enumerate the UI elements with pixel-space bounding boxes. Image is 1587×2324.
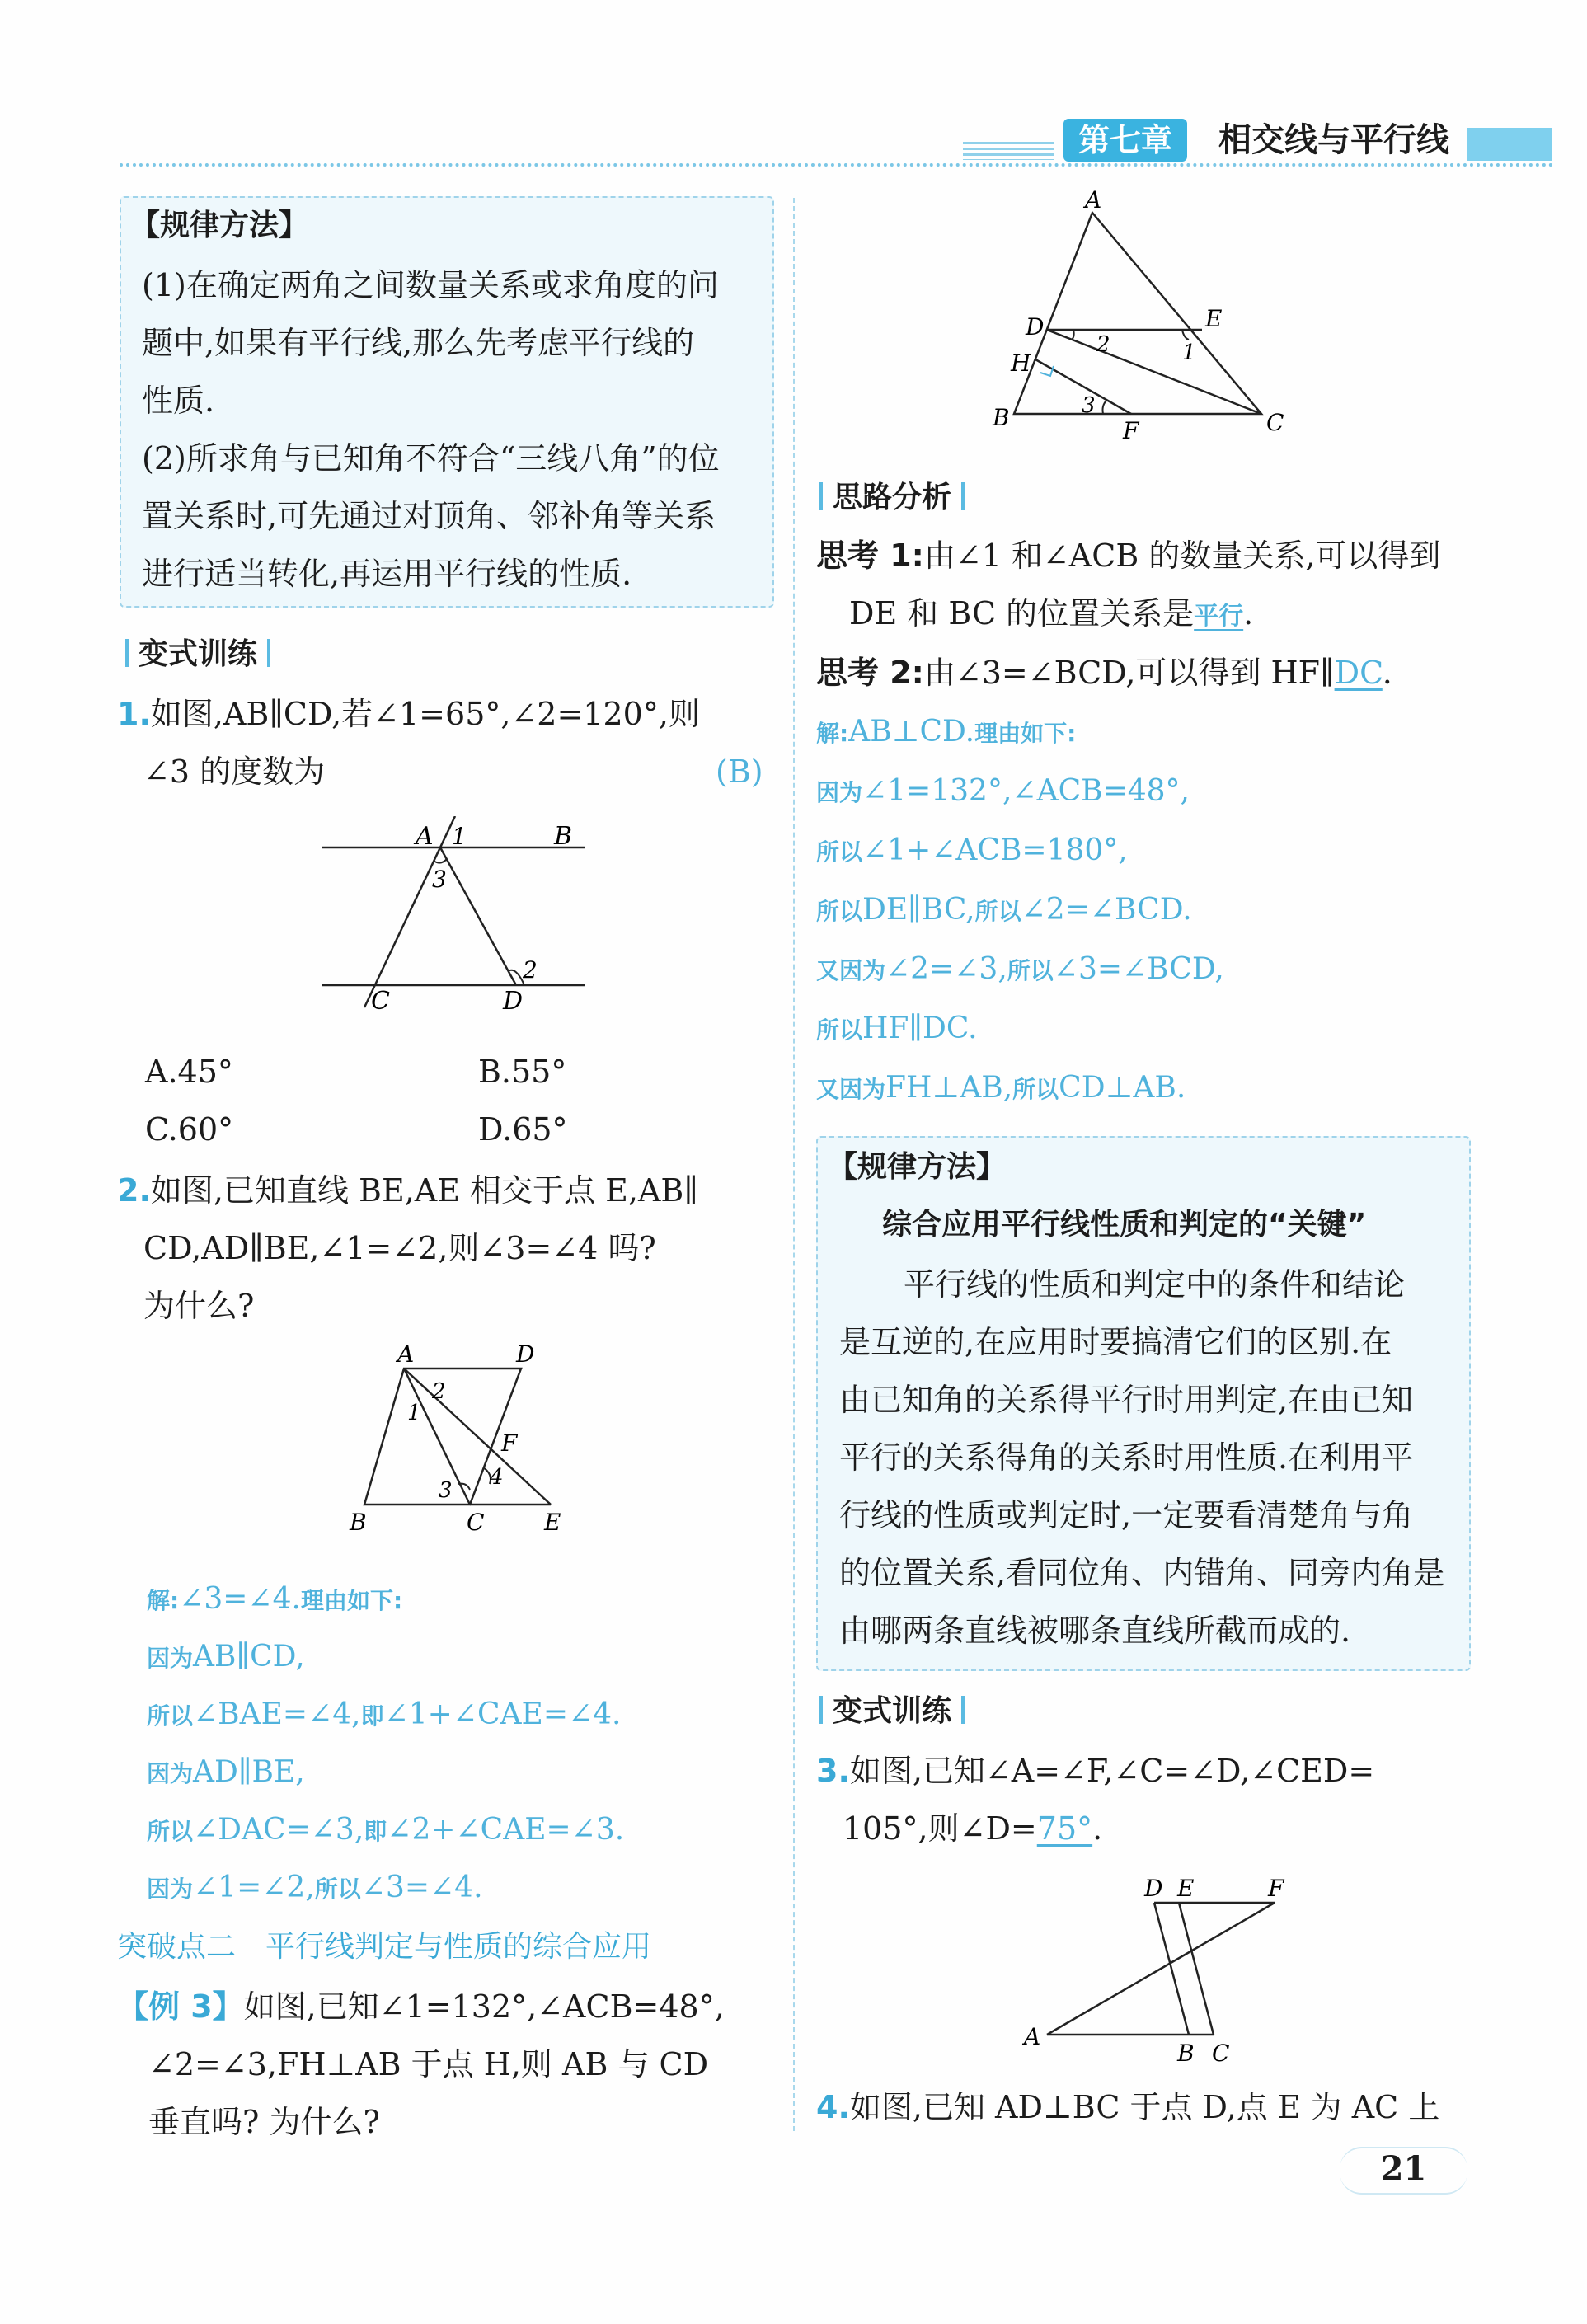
variant-title-right: 变式训练 [816,1682,968,1741]
fig-label: C [1266,409,1284,436]
q1-label: 1 [452,823,467,850]
chapter-badge: 第七章 [1063,119,1187,162]
fig-label: F [1123,417,1139,444]
think1-text1: 由∠1 和∠ACB 的数量关系,可以得到 [923,538,1441,574]
segment-ad [440,847,516,985]
q3-label: D [1144,1875,1163,1902]
q3-post: . [1092,1810,1103,1847]
q3-figure [1014,1871,1294,2069]
q1-option-a: A.45° [145,1054,233,1090]
method-left-line: 置关系时,可先通过对顶角、邻补角等关系 [142,498,716,534]
method-right-line: 平行线的性质和判定中的条件和结论 [904,1266,1406,1303]
q1-label: 3 [432,866,447,893]
q2-label: C [467,1509,485,1536]
breakpoint-heading: 突破点二 平行线判定与性质的综合应用 [117,1930,652,1964]
ex3-solution-line: 解:AB⊥CD.理由如下: [816,715,1077,749]
think2-text: 由∠3=∠BCD,可以得到 HF∥ [923,655,1335,691]
fig-label: 3 [1082,393,1096,418]
page-number: 21 [1380,2149,1427,2188]
q2-solution-line: 所以∠DAC=∠3,即∠2+∠CAE=∠3. [147,1813,625,1847]
q2-line1 [117,1161,698,1220]
q2-figure [346,1336,585,1538]
q2-solution-line: 所以∠BAE=∠4,即∠1+∠CAE=∠4. [147,1697,622,1731]
header-color-bar [1467,128,1552,161]
q2-label: D [516,1340,535,1368]
ex3-solution-line: 所以∠1+∠ACB=180°, [816,833,1128,867]
q2-label: B [350,1509,367,1536]
q3-number: 3. [816,1753,850,1789]
q1-option-b: B.55° [478,1054,567,1090]
q1-label: B [554,822,573,851]
angle-3-arc [1103,401,1107,414]
fig-label: A [1085,190,1102,214]
fig-label: D [1026,313,1045,340]
method-right-line: 由哪两条直线被哪条直线所截而成的. [839,1613,1351,1649]
q2-label: 2 [432,1379,446,1404]
method-right-line: 的位置关系,看同位角、内错角、同旁内角是 [839,1555,1445,1591]
method-right-line: 行线的性质或判定时,一定要看清楚角与角 [839,1497,1414,1533]
q2-solution-line: 因为AD∥BE, [147,1755,305,1789]
q3-label: A [1024,2023,1041,2050]
method-box-right-title: 【规律方法】 [828,1150,1007,1184]
q1-label: A [416,822,434,851]
q3-label: E [1177,1875,1195,1902]
q2-label: 3 [439,1478,453,1503]
q3-line2 [843,1799,1102,1858]
q1-option-c: C.60° [145,1111,234,1148]
q2-text1: 如图,已知直线 BE,AE 相交于点 E,AB∥ [150,1172,698,1209]
q2-line3: 为什么? [143,1288,255,1324]
fig-label: 2 [1096,332,1110,357]
ex3-solution-line: 所以DE∥BC,所以∠2=∠BCD. [816,893,1192,927]
fig-label: 1 [1182,340,1196,365]
method-left-line: (2)所求角与已知角不符合“三线八角”的位 [142,440,720,477]
q2-solution-line: 因为AB∥CD, [147,1640,305,1674]
q2-solution-line: 因为∠1=∠2,所以∠3=∠4. [147,1871,483,1904]
q3-answer: 75° [1036,1810,1093,1847]
method-box-left-title: 【规律方法】 [130,209,309,242]
angle-2-arc [508,970,524,985]
q2-line2: CD,AD∥BE,∠1=∠2,则∠3=∠4 吗? [143,1230,656,1266]
q3-text1: 如图,已知∠A=∠F,∠C=∠D,∠CED= [849,1753,1375,1789]
angle-1-arc [1182,330,1189,340]
example3-figure [981,190,1303,445]
ex3-solution-line: 所以HF∥DC. [816,1012,978,1045]
example3-line1 [117,1977,725,2036]
example3-line3: 垂直吗? 为什么? [148,2104,380,2140]
think1-label: 思考 1: [816,538,924,574]
q2-label: E [544,1509,561,1536]
method-right-line: 由已知角的关系得平行时用判定,在由已知 [839,1382,1414,1418]
q1-text1: 如图,AB∥CD,若∠1=65°,∠2=120°,则 [150,696,700,732]
method-left-line: 进行适当转化,再运用平行线的性质. [142,556,632,592]
column-divider [793,198,795,2131]
q3-label: B [1177,2040,1195,2067]
method-left-line: (1)在确定两角之间数量关系或求角度的问 [142,267,719,303]
q2-label: A [397,1340,415,1368]
q1-line1 [117,684,700,744]
fig-label: H [1011,350,1031,377]
q4-text1: 如图,已知 AD⊥BC 于点 D,点 E 为 AC 上 [849,2089,1440,2125]
q1-label: 2 [523,956,538,984]
angle-2-arc [1072,330,1074,340]
q1-answer: (B) [716,754,763,790]
fig-label: B [993,404,1010,431]
transversal-ac [364,816,455,1007]
example3-text1: 如图,已知∠1=132°,∠ACB=48°, [243,1988,725,2025]
variant-title-left: 变式训练 [122,625,274,684]
analysis-title: 思路分析 [816,468,968,528]
q3-label: F [1268,1875,1284,1902]
method-box-right-subtitle: 综合应用平行线性质和判定的“关键” [882,1208,1367,1242]
think2-answer: DC [1334,655,1383,691]
fig-label: E [1205,305,1223,332]
q1-label: D [503,987,524,1016]
q3-text2: 105°,则∠D= [843,1810,1037,1847]
q1-option-d: D.65° [478,1111,568,1148]
chapter-title: 相交线与平行线 [1218,121,1449,159]
think2-line [816,643,1392,702]
triangle-abc [1014,213,1261,414]
method-right-line: 是互逆的,在应用时要搞清它们的区别.在 [839,1324,1392,1360]
header-stripes [963,142,1054,160]
q3-line1 [816,1741,1374,1801]
q1-figure [313,816,602,1018]
q2-label: 4 [490,1465,504,1490]
method-left-line: 性质. [142,383,215,419]
q1-label: C [371,987,390,1016]
q4-line1 [816,2078,1439,2137]
think2-post: . [1382,655,1392,691]
q4-number: 4. [816,2089,850,2125]
think1-text2: DE 和 BC 的位置关系是 [849,595,1195,631]
q1-line2: ∠3 的度数为 [143,754,326,790]
ex3-solution-line: 又因为FH⊥AB,所以CD⊥AB. [816,1071,1186,1105]
method-right-line: 平行的关系得角的关系时用性质.在利用平 [839,1439,1414,1476]
ex3-solution-line: 因为∠1=132°,∠ACB=48°, [816,774,1190,808]
q2-label: 1 [407,1401,421,1425]
q2-label: F [501,1430,518,1457]
q2-number: 2. [117,1172,151,1209]
ex3-solution-line: 又因为∠2=∠3,所以∠3=∠BCD, [816,952,1224,986]
think2-label: 思考 2: [816,655,924,691]
think1-line2 [849,584,1253,646]
example3-tag: 【例 3】 [117,1988,244,2025]
q3-label: C [1212,2040,1230,2067]
segment-af [1047,1903,1275,2035]
think1-post: . [1243,595,1254,631]
segment-dc [1047,330,1261,414]
q1-number: 1. [117,696,151,732]
example3-line2: ∠2=∠3,FH⊥AB 于点 H,则 AB 与 CD [148,2046,709,2082]
method-left-line: 题中,如果有平行线,那么先考虑平行线的 [142,325,695,361]
think1-answer: 平行 [1194,602,1244,631]
think1-line1 [816,526,1440,585]
q2-solution-line: 解:∠3=∠4.理由如下: [147,1582,403,1616]
